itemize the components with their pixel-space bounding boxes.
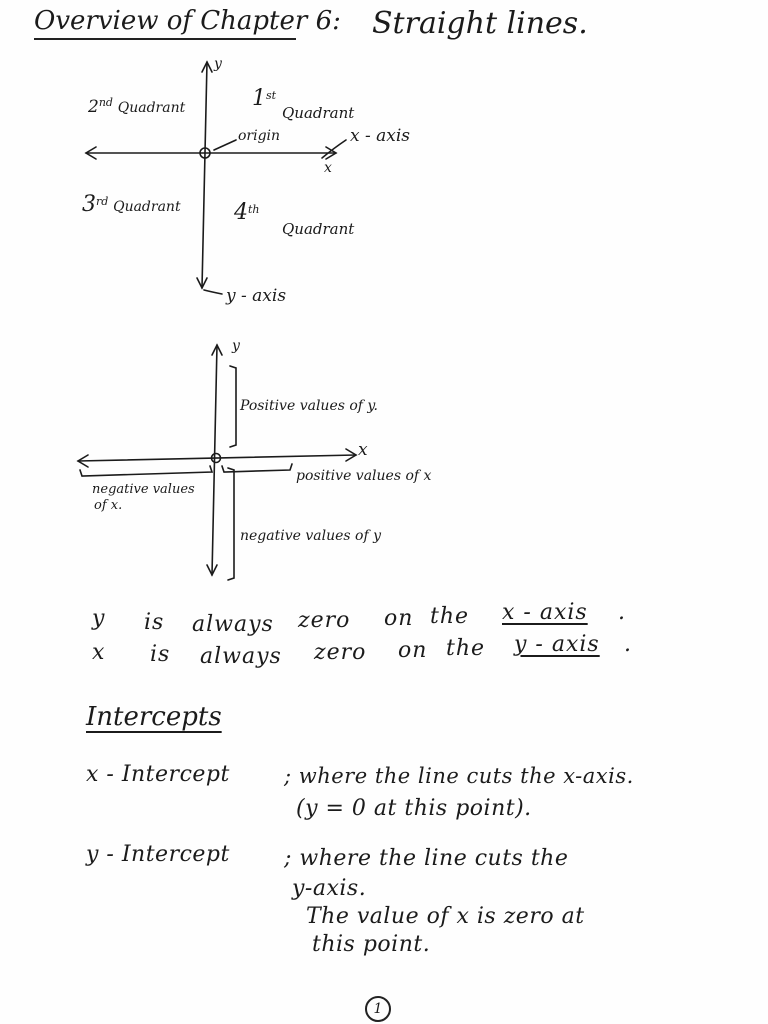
- d1-q3-sup: rd: [96, 195, 109, 208]
- y-intercept-def-4: this point.: [312, 932, 431, 957]
- d1-q3-label: [82, 192, 181, 217]
- d1-origin-label: origin: [238, 128, 281, 144]
- d1-q1-label: [252, 86, 276, 111]
- d2-brace-neg-y: [228, 468, 234, 580]
- stmt2-zero: zero: [314, 640, 367, 665]
- stmt1-is: is: [144, 610, 165, 635]
- stmt2-is: is: [150, 642, 171, 667]
- stmt2-the: the: [446, 636, 486, 661]
- y-intercept-def-1: ; where the line cuts the: [284, 846, 569, 871]
- d1-q1-num: 1: [252, 86, 266, 111]
- x-intercept-term: x - Intercept: [86, 762, 230, 787]
- d2-pos-x-label: positive values of x: [296, 468, 432, 484]
- d1-q1-sup: st: [266, 89, 277, 102]
- stmt1-dot: .: [618, 600, 626, 625]
- d1-q4-label: [234, 200, 260, 225]
- d1-y-axis-pointer: [204, 290, 222, 294]
- title-chapter: Overview of Chapter 6:: [34, 6, 341, 36]
- d1-y-axis-label: y - axis: [226, 286, 287, 306]
- d1-origin-pointer: [214, 140, 236, 150]
- d2-brace-neg-x: [80, 466, 212, 476]
- stmt2-always: always: [200, 644, 282, 669]
- d2-neg-y-label: negative values of y: [240, 528, 381, 544]
- d1-q1-word: Quadrant: [282, 104, 355, 122]
- d1-q4-num: 4: [234, 200, 248, 225]
- d1-y-axis-line: [202, 62, 207, 288]
- d1-q2-label: [88, 96, 185, 117]
- d1-q3-num: 3: [82, 192, 96, 217]
- intercepts-heading: Intercepts: [86, 702, 222, 732]
- stmt1-always: always: [192, 612, 274, 637]
- title-topic: Straight lines.: [372, 6, 588, 41]
- d1-q2-num: 2: [88, 97, 99, 117]
- stmt1-on: on: [384, 606, 414, 631]
- d1-q4-word: Quadrant: [282, 220, 355, 238]
- d2-neg-x-label-2: of x.: [94, 498, 123, 513]
- stmt2-axis: y - axis: [514, 632, 600, 657]
- d1-x-axis-label: x - axis: [350, 126, 411, 146]
- y-intercept-def-2: y-axis.: [292, 876, 367, 901]
- d2-x-axis-line: [78, 455, 356, 461]
- y-intercept-def-3: The value of x is zero at: [306, 904, 585, 929]
- stmt1-var: y: [92, 606, 106, 631]
- d1-q4-sup: th: [248, 203, 260, 216]
- d2-neg-x-label-1: negative values: [92, 482, 195, 497]
- stmt2-var: x: [92, 640, 106, 665]
- page-number: 1: [365, 996, 391, 1022]
- d1-x-axis-pointer: [322, 140, 346, 158]
- stmt2-on: on: [398, 638, 428, 663]
- stmt1-axis: x - axis: [502, 600, 588, 625]
- d2-x-label: x: [358, 440, 368, 460]
- d1-x-label: x: [324, 160, 332, 176]
- d2-brace-pos-y: [230, 366, 236, 447]
- stmt1-the: the: [430, 604, 470, 629]
- stmt1-zero: zero: [298, 608, 351, 633]
- stmt2-dot: .: [624, 632, 632, 657]
- x-intercept-def-2: (y = 0 at this point).: [296, 796, 532, 821]
- d1-q2-sup: nd: [98, 96, 113, 109]
- y-intercept-term: y - Intercept: [86, 842, 230, 867]
- d1-q2-word: Quadrant: [117, 100, 186, 116]
- d1-y-label: y: [214, 56, 222, 72]
- d2-brace-pos-x: [222, 464, 292, 472]
- x-intercept-def-1: ; where the line cuts the x-axis.: [284, 764, 634, 788]
- d2-pos-y-label: Positive values of y.: [240, 398, 378, 414]
- d2-y-label: y: [232, 338, 240, 354]
- d1-q3-word: Quadrant: [113, 199, 181, 215]
